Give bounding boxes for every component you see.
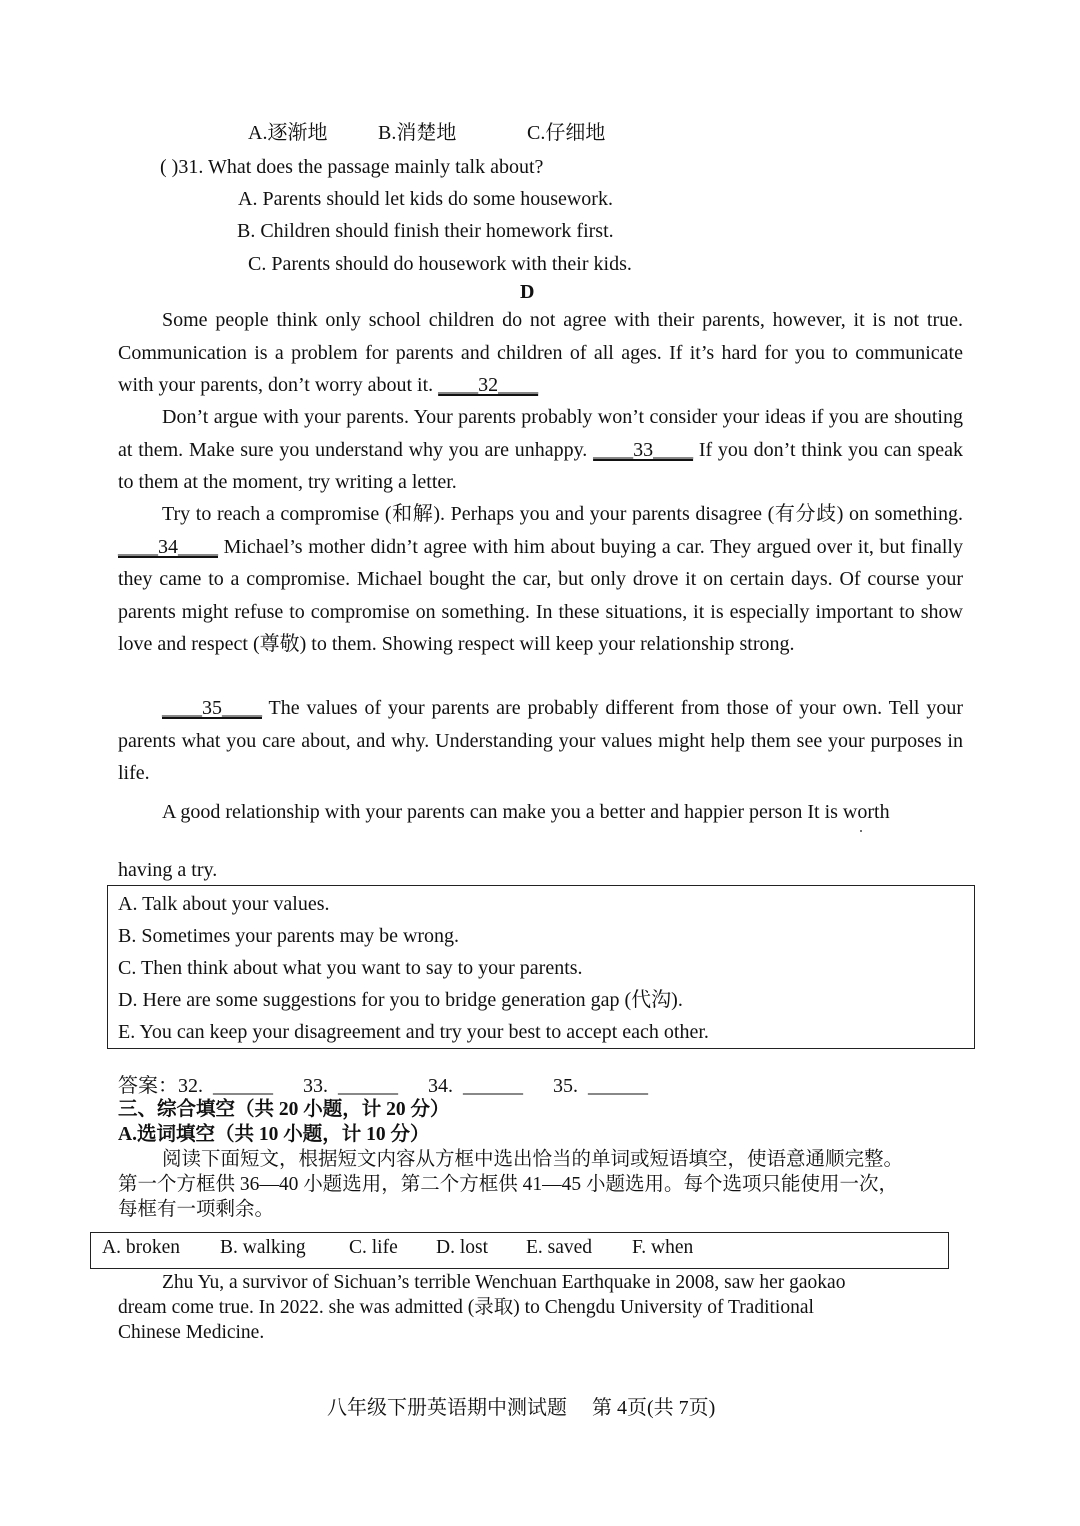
passage-line-3: Chinese Medicine. bbox=[118, 1322, 265, 1343]
paragraph-3-text-a: Try to reach a compromise (和解). Perhaps you and your parents disagree (有分歧) on something. bbox=[162, 503, 963, 525]
section-d-heading: D bbox=[520, 281, 535, 303]
option-c: C. Then think about what you want to say to your parents. bbox=[118, 957, 583, 979]
paragraph-2 bbox=[118, 401, 963, 499]
option-a: A. Talk about your values. bbox=[118, 893, 330, 915]
blank-33: ____33____ bbox=[593, 438, 694, 461]
q30-option-c: C.仔细地 bbox=[527, 122, 606, 144]
q31-option-a: A. Parents should let kids do some housework. bbox=[238, 188, 613, 210]
paragraph-3-text-b: Michael’s mother didn’t agree with him about buying a car. They argued over it, but finally they came to a compromise. Michael bought the car, but only drove it on certain days. Of course your parents might refuse to compromise on something. In these situations, it is especially important to show love and respect (尊敬) to them. Showing respect will keep your relationship strong. bbox=[118, 535, 963, 655]
q31-option-b: B. Children should finish their homework first. bbox=[237, 220, 614, 242]
word-option-c: C. life bbox=[349, 1237, 398, 1258]
word-option-a: A. broken bbox=[102, 1237, 180, 1258]
word-option-b: B. walking bbox=[220, 1237, 306, 1258]
instructions-line-3: 每框有一项剩余。 bbox=[118, 1199, 275, 1220]
paragraph-5-line-2: having a try. bbox=[118, 859, 218, 881]
option-b: B. Sometimes your parents may be wrong. bbox=[118, 925, 460, 947]
section-3-title: 三、综合填空（共 20 小题，计 20 分） bbox=[118, 1099, 450, 1120]
passage-line-1: Zhu Yu, a survivor of Sichuan’s terrible Wenchuan Earthquake in 2008, saw her gaokao bbox=[162, 1272, 846, 1293]
q31-option-c: C. Parents should do housework with their kids. bbox=[248, 253, 632, 275]
word-box bbox=[90, 1232, 949, 1269]
paragraph-3 bbox=[118, 498, 963, 661]
instructions-line-1: 阅读下面短文，根据短文内容从方框中选出恰当的单词或短语填空，使语意通顺完整。 bbox=[162, 1149, 904, 1170]
instructions-line-2: 第一个方框供 36—40 小题选用，第二个方框供 41—45 小题选用。每个选项只能使用一次， bbox=[118, 1174, 899, 1195]
answer-line: 答案：32. ______ 33. ______ 34. ______ 35. ______ bbox=[118, 1075, 648, 1097]
word-option-d: D. lost bbox=[436, 1237, 489, 1258]
page-footer: 八年级下册英语期中测试题 第 4页(共 7页) bbox=[327, 1397, 716, 1419]
blank-35: ____35____ bbox=[162, 697, 262, 719]
word-option-f: F. when bbox=[632, 1237, 694, 1258]
paragraph-2-text-b: If you don’t think you can speak to them at the moment, try writing a letter. bbox=[118, 438, 963, 493]
paragraph-1-text: Some people think only school children do not agree with their parents, however, it is not true. Communication is a problem for parents and children of all ages. If it’s hard for you to communicate with your parents, don’t worry about it. bbox=[118, 309, 963, 396]
passage-line-2: dream come true. In 2022. she was admitted (录取) to Chengdu University of Traditional bbox=[118, 1297, 814, 1318]
section-3-subtitle: A.选词填空（共 10 小题，计 10 分） bbox=[118, 1124, 430, 1145]
blank-34: ____34____ bbox=[118, 535, 218, 558]
paragraph-5-line-1: A good relationship with your parents can make you a better and happier person It is worth bbox=[162, 801, 890, 823]
q30-option-b: B.消楚地 bbox=[378, 122, 457, 144]
options-box bbox=[107, 885, 975, 1049]
paragraph-2-text-a: Don’t argue with your parents. Your parents probably won’t consider your ideas if you are shouting at them. Make sure you understand why you are unhappy. bbox=[118, 406, 963, 461]
word-option-e: E. saved bbox=[526, 1237, 593, 1258]
stray-dot bbox=[860, 830, 862, 832]
paragraph-4 bbox=[118, 692, 963, 790]
q30-option-a: A.逐渐地 bbox=[248, 122, 328, 144]
paragraph-4-text: The values of your parents are probably different from those of your own. Tell your parents what you care about, and why. Understanding your values might help them see your purposes in life. bbox=[118, 697, 963, 784]
option-d: D. Here are some suggestions for you to bridge generation gap (代沟). bbox=[118, 989, 683, 1011]
q31-question: ( )31. What does the passage mainly talk about? bbox=[160, 156, 544, 178]
option-e: E. You can keep your disagreement and try your best to accept each other. bbox=[118, 1021, 709, 1043]
blank-32: ____32____ bbox=[438, 374, 539, 396]
paragraph-1 bbox=[118, 304, 963, 402]
